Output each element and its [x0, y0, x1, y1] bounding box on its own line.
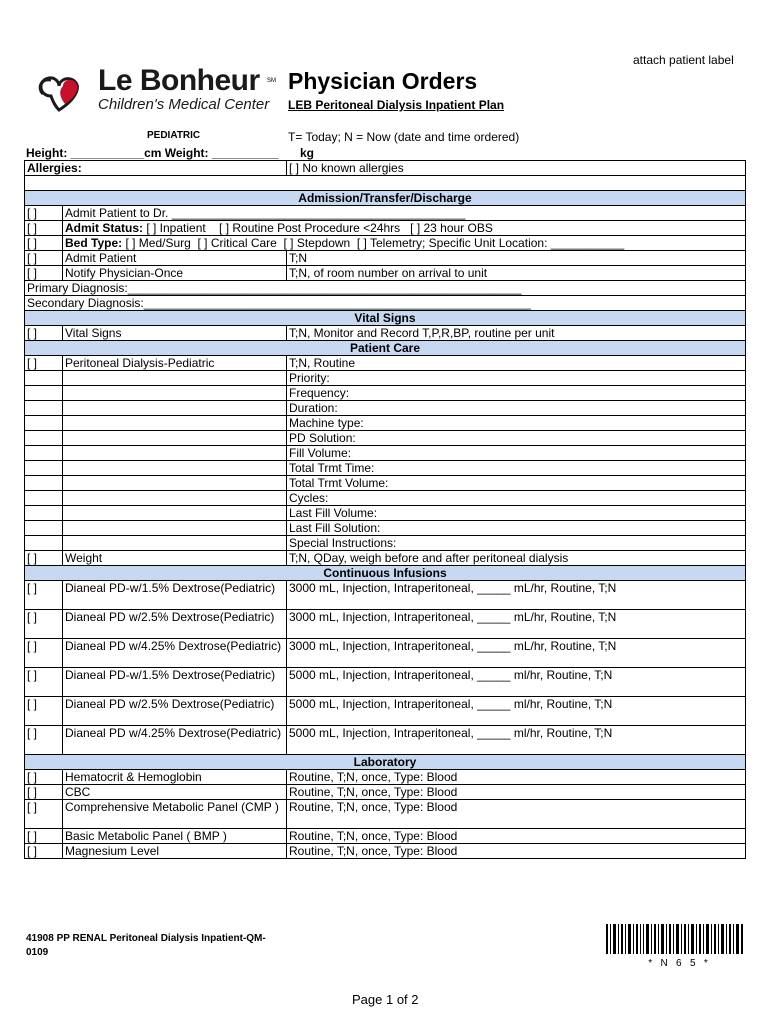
order-detail[interactable]: Duration: [287, 401, 746, 416]
order-detail: 3000 mL, Injection, Intraperitoneal, _____ mL/hr, Routine, T;N [287, 639, 746, 668]
table-row [25, 829, 746, 844]
plan-subtitle: LEB Peritoneal Dialysis Inpatient Plan [288, 98, 505, 112]
order-label: Hematocrit & Hemoglobin [63, 770, 287, 785]
checkbox[interactable]: [ ] [25, 236, 63, 251]
section-continuous-infusions: Continuous Infusions [25, 566, 746, 581]
table-row [25, 446, 746, 461]
order-detail: T;N [287, 251, 746, 266]
section-vital-signs: Vital Signs [25, 311, 746, 326]
table-row [25, 639, 746, 668]
table-row [25, 491, 746, 506]
table-row [25, 281, 746, 296]
logo-name: Le Bonheur [98, 64, 260, 97]
order-label [63, 386, 287, 401]
table-row [25, 296, 746, 311]
page-title: Physician Orders [288, 68, 478, 94]
checkbox [25, 446, 63, 461]
checkbox[interactable]: [ ] [25, 829, 63, 844]
checkbox[interactable]: [ ] [25, 668, 63, 697]
checkbox[interactable]: [ ] [25, 266, 63, 281]
pediatric-label: PEDIATRIC [147, 130, 201, 141]
order-detail: Routine, T;N, once, Type: Blood [287, 844, 746, 859]
allergies-label[interactable]: Allergies: [25, 161, 287, 176]
form-id-line2: 0109 [26, 947, 49, 958]
table-row [25, 326, 746, 341]
order-label: Weight [63, 551, 287, 566]
order-detail[interactable]: Priority: [287, 371, 746, 386]
spacer-row [25, 176, 746, 191]
checkbox [25, 431, 63, 446]
barcode-icon [606, 924, 744, 954]
secondary-diagnosis-field[interactable]: Secondary Diagnosis:__________________________________________________________ [25, 296, 746, 311]
order-detail: Routine, T;N, once, Type: Blood [287, 829, 746, 844]
attach-patient-label: attach patient label [633, 53, 734, 67]
order-detail: 3000 mL, Injection, Intraperitoneal, _____ mL/hr, Routine, T;N [287, 581, 746, 610]
order-label: Bed Type: [ ] Med/Surg [ ] Critical Care [ ] Stepdown [ ] Telemetry; Specific Unit Location: ___________ [63, 236, 746, 251]
order-label [63, 476, 287, 491]
page-number: Page 1 of 2 [352, 992, 419, 1007]
checkbox[interactable]: [ ] [25, 639, 63, 668]
height-weight-field[interactable]: Height: ___________cm Weight: __________ [26, 146, 279, 160]
section-admission: Admission/Transfer/Discharge [25, 191, 746, 206]
checkbox [25, 506, 63, 521]
order-label: CBC [63, 785, 287, 800]
table-row [25, 770, 746, 785]
barcode-text: * N 6 5 * [648, 958, 708, 969]
table-row [25, 461, 746, 476]
table-row [25, 266, 746, 281]
order-detail[interactable]: Fill Volume: [287, 446, 746, 461]
table-row [25, 800, 746, 829]
checkbox [25, 401, 63, 416]
form-id-line1: 41908 PP RENAL Peritoneal Dialysis Inpatient-QM- [26, 933, 266, 944]
table-row [25, 536, 746, 551]
order-detail[interactable]: Total Trmt Volume: [287, 476, 746, 491]
order-detail[interactable]: Cycles: [287, 491, 746, 506]
table-row [25, 476, 746, 491]
table-row [25, 221, 746, 236]
order-detail[interactable]: Total Trmt Time: [287, 461, 746, 476]
table-row [25, 668, 746, 697]
checkbox[interactable]: [ ] [25, 726, 63, 755]
section-patient-care: Patient Care [25, 341, 746, 356]
order-detail: Routine, T;N, once, Type: Blood [287, 785, 746, 800]
order-label [63, 506, 287, 521]
order-label: Dianeal PD w/2.5% Dextrose(Pediatric) [63, 697, 287, 726]
table-row [25, 844, 746, 859]
order-label [63, 416, 287, 431]
order-label: Dianeal PD w/4.25% Dextrose(Pediatric) [63, 726, 287, 755]
table-row [25, 610, 746, 639]
logo-subtitle: Children's Medical Center [98, 96, 270, 113]
checkbox[interactable]: [ ] [25, 551, 63, 566]
table-row [25, 697, 746, 726]
order-detail: T;N, QDay, weigh before and after peritoneal dialysis [287, 551, 746, 566]
order-label: Vital Signs [63, 326, 287, 341]
checkbox[interactable]: [ ] [25, 221, 63, 236]
table-row [25, 785, 746, 800]
time-legend: T= Today; N = Now (date and time ordered) [288, 130, 520, 144]
checkbox [25, 416, 63, 431]
heart-logo-icon [33, 66, 103, 116]
order-detail[interactable]: PD Solution: [287, 431, 746, 446]
order-detail: 5000 mL, Injection, Intraperitoneal, _____ ml/hr, Routine, T;N [287, 726, 746, 755]
order-label: Dianeal PD-w/1.5% Dextrose(Pediatric) [63, 668, 287, 697]
checkbox[interactable]: [ ] [25, 326, 63, 341]
table-row [25, 401, 746, 416]
order-label: Admit Patient to Dr. ____________________________________________ [63, 206, 746, 221]
section-laboratory: Laboratory [25, 755, 746, 770]
table-row [25, 236, 746, 251]
checkbox[interactable]: [ ] [25, 785, 63, 800]
order-label: Peritoneal Dialysis-Pediatric [63, 356, 287, 371]
checkbox[interactable]: [ ] [25, 770, 63, 785]
checkbox[interactable]: [ ] [25, 251, 63, 266]
table-row [25, 506, 746, 521]
checkbox[interactable]: [ ] [25, 356, 63, 371]
checkbox [25, 386, 63, 401]
order-label: Notify Physician-Once [63, 266, 287, 281]
order-detail: Routine, T;N, once, Type: Blood [287, 770, 746, 785]
order-detail: 5000 mL, Injection, Intraperitoneal, _____ ml/hr, Routine, T;N [287, 668, 746, 697]
table-row [25, 206, 746, 221]
order-label [63, 521, 287, 536]
table-row [25, 581, 746, 610]
order-detail[interactable]: Last Fill Volume: [287, 506, 746, 521]
order-label [63, 461, 287, 476]
order-label: Magnesium Level [63, 844, 287, 859]
table-row [25, 521, 746, 536]
order-detail: T;N, of room number on arrival to unit [287, 266, 746, 281]
table-row [25, 551, 746, 566]
order-label: Admit Status: [ ] Inpatient [ ] Routine Post Procedure <24hrs [ ] 23 hour OBS [63, 221, 746, 236]
checkbox [25, 521, 63, 536]
checkbox[interactable]: [ ] [25, 610, 63, 639]
order-label [63, 491, 287, 506]
checkbox [25, 371, 63, 386]
order-label [63, 401, 287, 416]
table-row [25, 416, 746, 431]
order-detail: T;N, Routine [287, 356, 746, 371]
checkbox [25, 461, 63, 476]
order-label [63, 371, 287, 386]
order-detail[interactable]: Machine type: [287, 416, 746, 431]
checkbox[interactable]: [ ] [25, 206, 63, 221]
order-detail: 3000 mL, Injection, Intraperitoneal, _____ mL/hr, Routine, T;N [287, 610, 746, 639]
checkbox[interactable]: [ ] [25, 697, 63, 726]
order-detail[interactable]: Last Fill Solution: [287, 521, 746, 536]
checkbox [25, 491, 63, 506]
order-label: Dianeal PD w/2.5% Dextrose(Pediatric) [63, 610, 287, 639]
kg-unit: kg [300, 146, 315, 160]
order-label: Dianeal PD w/4.25% Dextrose(Pediatric) [63, 639, 287, 668]
order-label: Comprehensive Metabolic Panel (CMP ) [63, 800, 287, 829]
order-detail[interactable]: Frequency: [287, 386, 746, 401]
order-detail: T;N, Monitor and Record T,P,R,BP, routine per unit [287, 326, 746, 341]
checkbox [25, 536, 63, 551]
logo-servicemark: SM [267, 78, 276, 84]
checkbox [25, 476, 63, 491]
table-row [25, 431, 746, 446]
no-known-allergies-checkbox[interactable]: [ ] No known allergies [287, 161, 746, 176]
order-label [63, 536, 287, 551]
order-detail[interactable]: Special Instructions: [287, 536, 746, 551]
allergies-row [25, 161, 746, 176]
table-row [25, 356, 746, 371]
checkbox[interactable]: [ ] [25, 581, 63, 610]
order-label: Dianeal PD-w/1.5% Dextrose(Pediatric) [63, 581, 287, 610]
table-row [25, 251, 746, 266]
primary-diagnosis-field[interactable]: Primary Diagnosis:___________________________________________________________ [25, 281, 746, 296]
order-label [63, 446, 287, 461]
table-row [25, 386, 746, 401]
order-label: Basic Metabolic Panel ( BMP ) [63, 829, 287, 844]
orders-table [24, 160, 746, 859]
order-label [63, 431, 287, 446]
checkbox[interactable]: [ ] [25, 800, 63, 829]
order-detail: 5000 mL, Injection, Intraperitoneal, _____ ml/hr, Routine, T;N [287, 697, 746, 726]
order-label: Admit Patient [63, 251, 287, 266]
order-detail: Routine, T;N, once, Type: Blood [287, 800, 746, 829]
table-row [25, 726, 746, 755]
table-row [25, 371, 746, 386]
checkbox[interactable]: [ ] [25, 844, 63, 859]
